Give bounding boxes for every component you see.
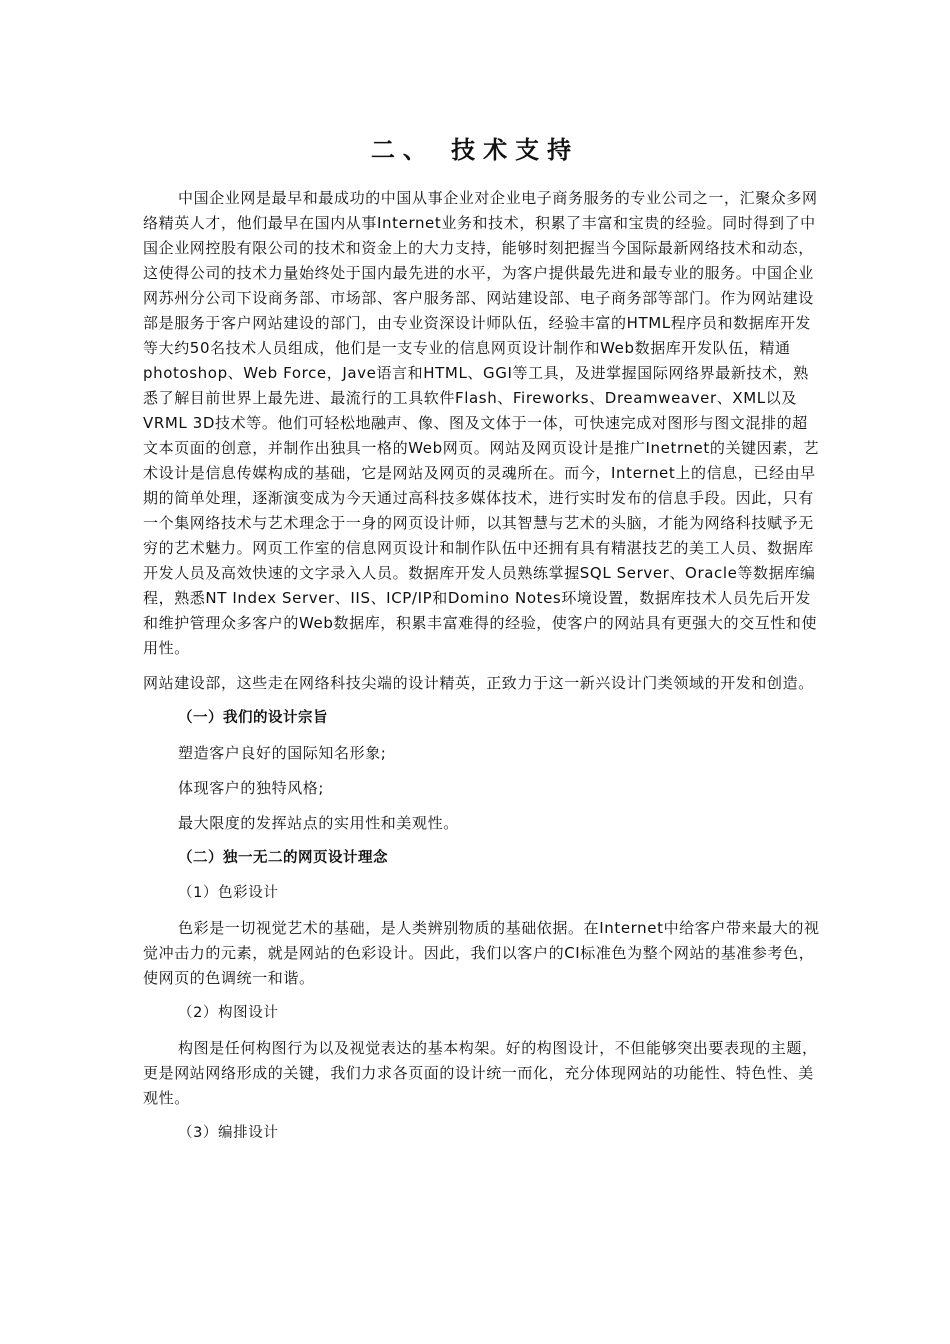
dept-paragraph: 网站建设部，这些走在网络科技尖端的设计精英，正致力于这一新兴设计门类领域的开发和创造。 <box>143 674 814 692</box>
subheading-color-design: （1）色彩设计 <box>178 885 279 901</box>
color-design-paragraph: 色彩是一切视觉艺术的基础，是人类辨别物质的基础依据。在Internet中给客户带来最大的视觉冲击力的元素，就是网站的色彩设计。因此，我们以客户的CI标准色为整个网站的基准参考色，使网页的色调统一和谐。 <box>143 919 820 987</box>
section-heading-design-concept: （二）独一无二的网页设计理念 <box>178 850 388 866</box>
section-heading-design-purpose: （一）我们的设计宗旨 <box>178 710 328 726</box>
purpose-item-3: 最大限度的发挥站点的实用性和美观性。 <box>178 814 459 832</box>
purpose-item-2: 体现客户的独特风格; <box>178 779 325 797</box>
document-body <box>143 186 823 1146</box>
layout-design-paragraph: 构图是任何构图行为以及视觉表达的基本构架。好的构图设计，不但能够突出要表现的主题，更是网站网络形成的关键，我们力求各页面的设计统一而化，充分体现网站的功能性、特色性、美观性。 <box>143 1039 818 1107</box>
page-title: 二、 技术支持 <box>370 135 580 164</box>
subheading-arrange-design: （3）编排设计 <box>178 1125 279 1141</box>
intro-paragraph: 中国企业网是最早和最成功的中国从事企业对企业电子商务服务的专业公司之一，汇聚众多网络精英人才，他们最早在国内从事Internet业务和技术，积累了丰富和宝贵的经验。同时得到了中国企业网控股有限公司的技术和资金上的大力支持，能够时刻把握当今国际最新网络技术和动态，这使得公司的技术力量始终处于国内最先进的水平，为客户提供最先进和最专业的服务。中国企业网苏州分公司下设商务部、市场部、客户服务部、网站建设部、电子商务部等部门。作为网站建设部是服务于客户网站建设的部门，由专业资深设计师队伍，经验丰富的HTML程序员和数据库开发等大约50名技术人员组成，他们是一支专业的信息网页设计制作和Web数据库开发队伍，精通photoshop、Web Force，Jave语言和HTML、GGI等工具，及进掌握国际网络界最新技术，熟悉了解目前世界上最先进、最流行的工具软件Flash、Fireworks、Dreamweaver、XML以及VRML 3D技术等。他们可轻松地融声、像、图及文体于一体，可快速完成对图形与图文混排的超文本页面的创意，并制作出独具一格的Web网页。网站及网页设计是推广Inetrnet的关键因素，艺术设计是信息传媒构成的基础，它是网站及网页的灵魂所在。而今，Internet上的信息，已经由早期的简单处理，逐渐演变成为今天通过高科技多媒体技术，进行实时发布的信息手段。因此，只有一个集网络技术与艺术理念于一身的网页设计师，以其智慧与艺术的头脑，才能为网络科技赋予无穷的艺术魅力。网页工作室的信息网页设计和制作队伍中还拥有具有精湛技艺的美工人员、数据库开发人员及高效快速的文字录入人员。数据库开发人员熟练掌握SQL Server、Oracle等数据库编程，熟悉NT Index Server、IIS、ICP/IP和Domino Notes环境设置，数据库技术人员先后开发和维护管理众多客户的Web数据库，积累丰富难得的经验，使客户的网站具有更强大的交互性和使用性。 <box>143 189 820 657</box>
purpose-item-1: 塑造客户良好的国际知名形象; <box>178 744 387 762</box>
subheading-layout-design: （2）构图设计 <box>178 1005 279 1021</box>
